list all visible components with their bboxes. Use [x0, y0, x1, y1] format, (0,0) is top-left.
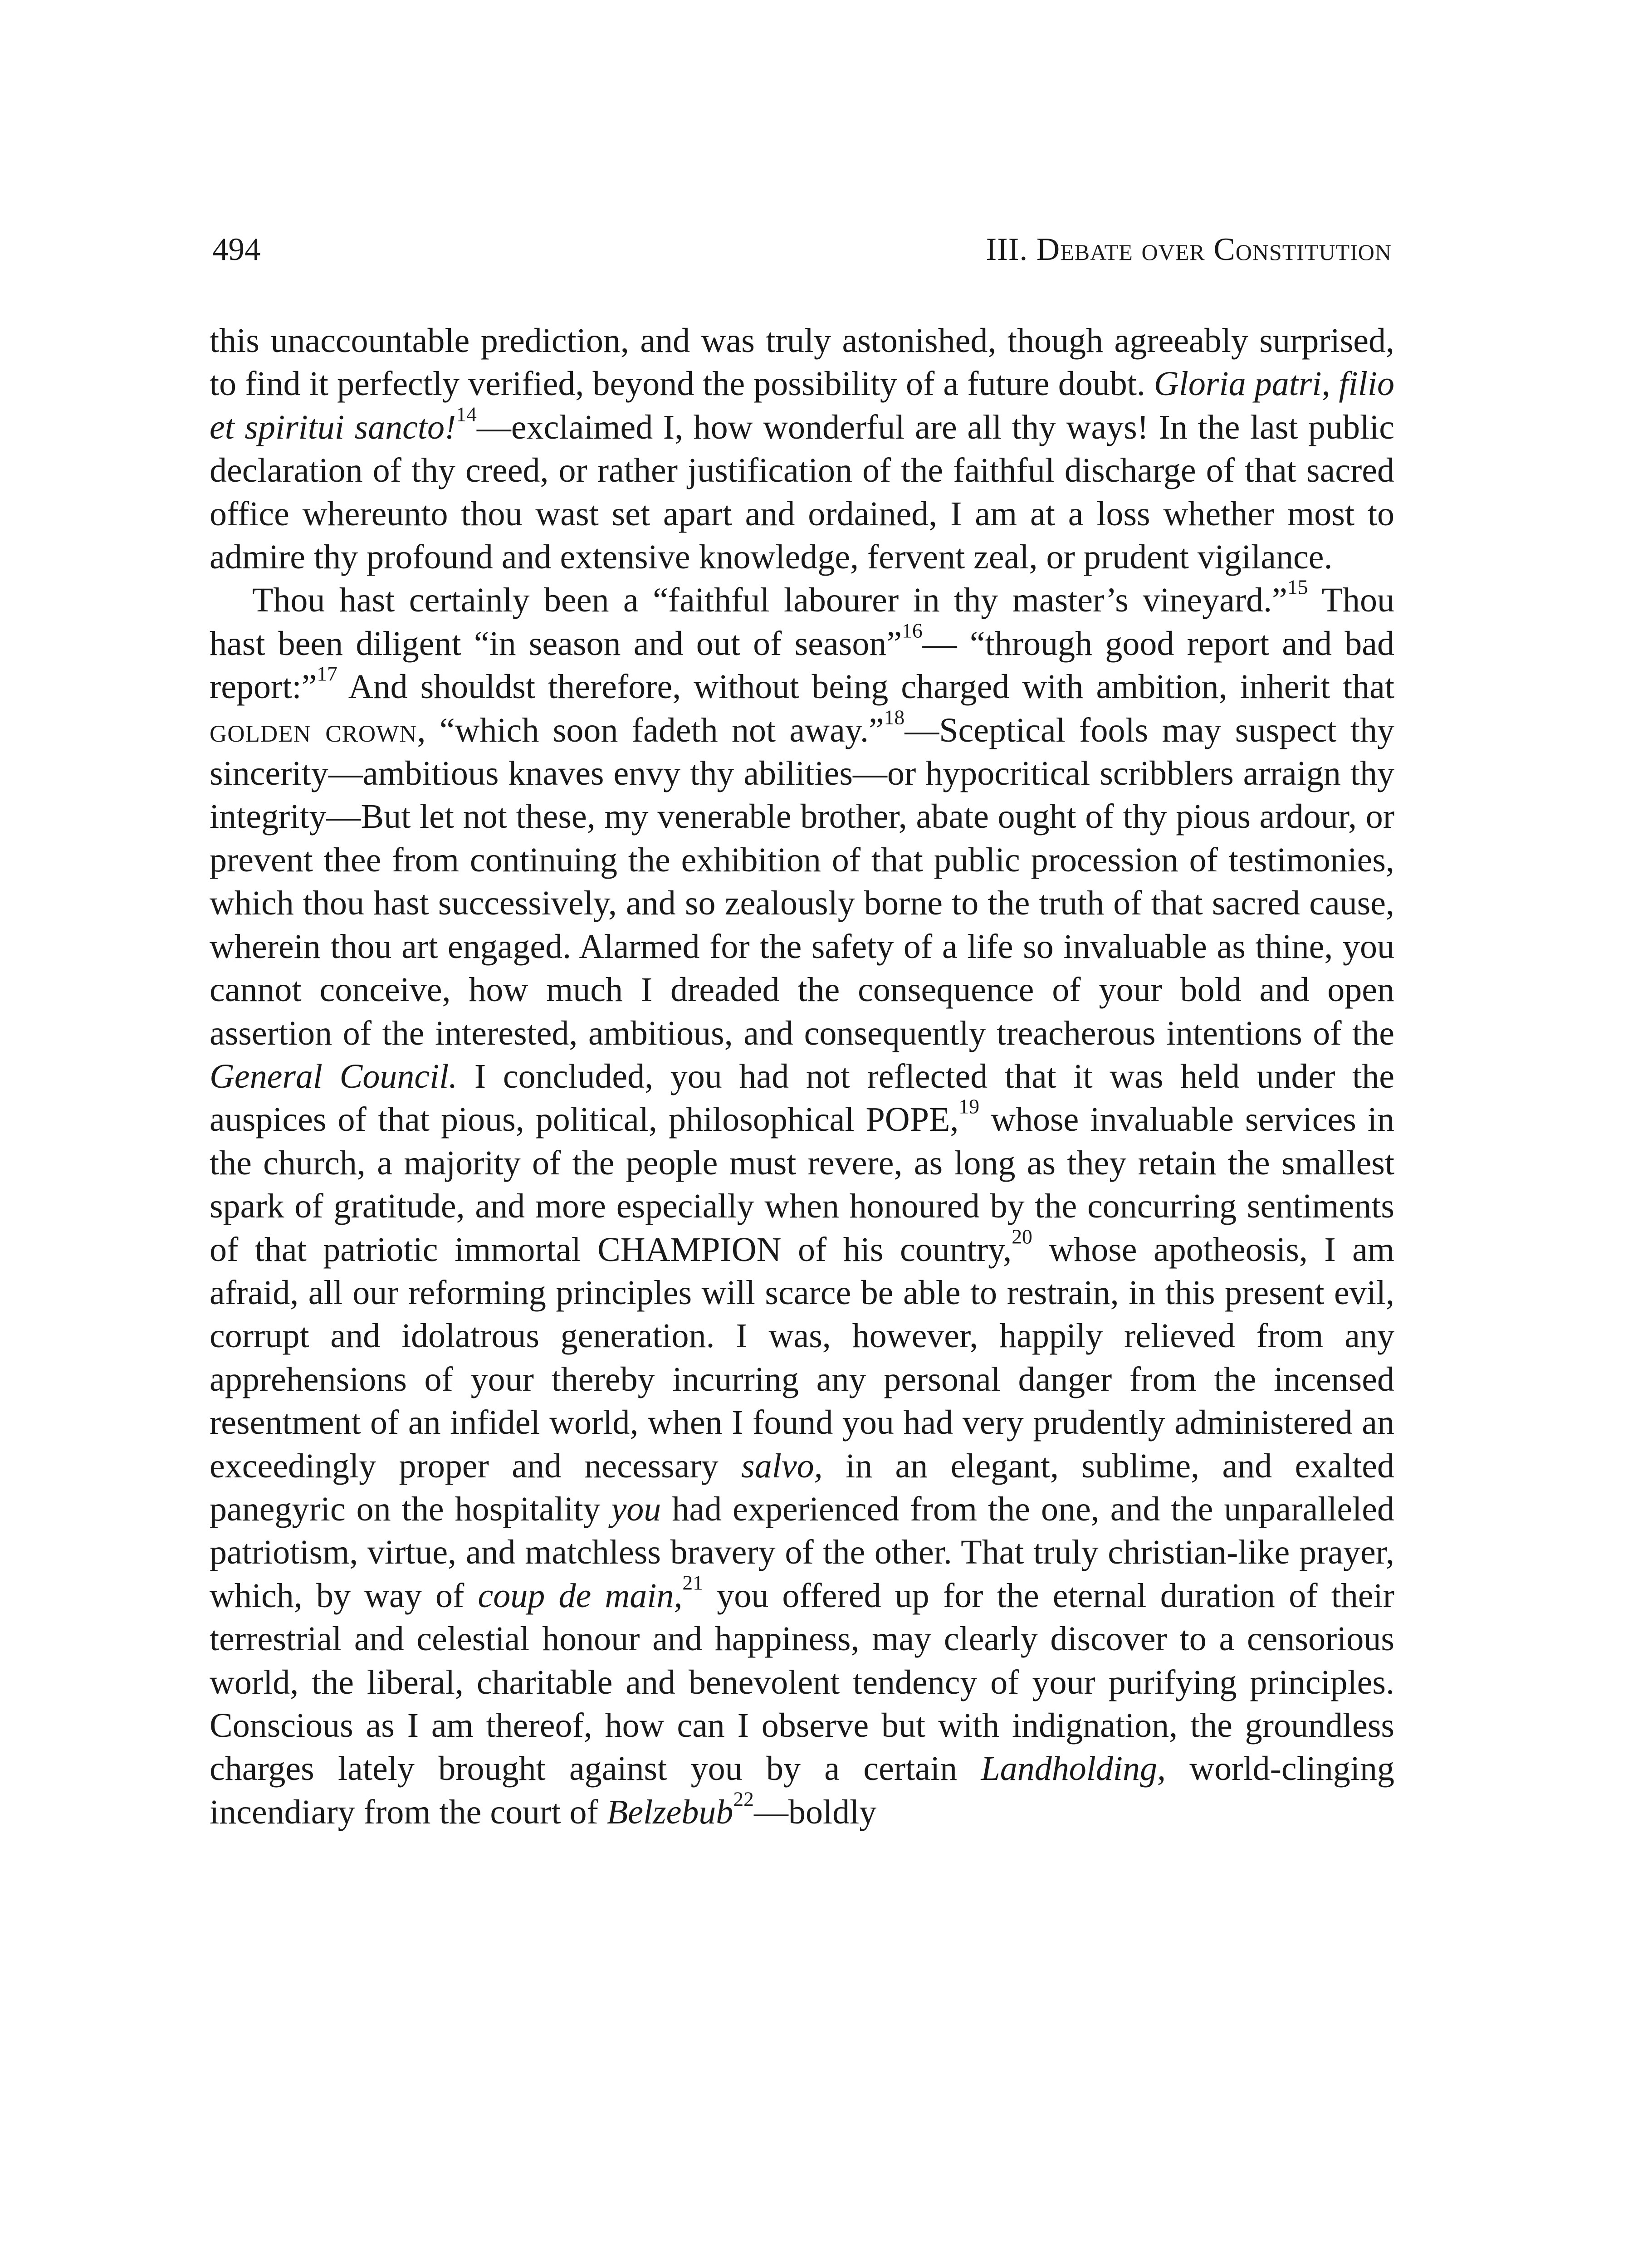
text-span: Thou hast been diligent “in season and out of season” — [210, 581, 1394, 663]
text-span: —Sceptical fools may suspect thy sincerity—ambitious knaves envy thy abilities—or hypocritical scribblers arraign thy integrity—But let not these, my venerable brother, abate ought of thy pious ardour, or prevent thee from continuing the exhibition of that public procession of testimonies, which thou hast successively, and so zealously borne to the truth of that sacred cause, wherein thou art engaged. Alarmed for the safety of a life so invaluable as thine, you cannot conceive, how much I dreaded the consequence of your bold and open assertion of the interested, ambitious, and consequently treacherous intentions of the — [210, 711, 1394, 1052]
text-span: whose apotheosis, I am afraid, all our reforming principles will scarce be able to restrain, in this present evil, corrupt and idolatrous generation. I was, however, happily relieved from any apprehensions of your thereby incurring any personal danger from the incensed resentment of an infidel world, when I found you had very prudently administered an exceedingly proper and necessary — [210, 1230, 1394, 1485]
text-span: Thou hast certainly been a “faithful labourer in thy master’s vineyard.” — [252, 581, 1287, 620]
text-span: —boldly — [753, 1793, 877, 1831]
footnote-ref-19: 19 — [958, 1095, 979, 1118]
text-span: — “through good report and bad report:” — [210, 624, 1394, 706]
text-span: had experienced from the one, and the unparalleled patriotism, virtue, and matchless bravery of the other. That truly christian-like prayer, which, by way of — [210, 1490, 1394, 1615]
belzebub-italic: Belzebub — [606, 1793, 733, 1831]
running-title: III. Debate over Constitution — [986, 232, 1392, 267]
paragraph-2 — [210, 575, 1394, 1834]
salvo-italic: salvo, — [741, 1447, 823, 1485]
text-span: , “which soon fadeth not away.” — [417, 711, 884, 749]
coup-de-main-italic: coup de main, — [478, 1576, 683, 1615]
text-span: And shouldst therefore, without being charged with ambition, inherit that — [337, 668, 1394, 706]
landholding-italic: Landholding, — [981, 1750, 1166, 1788]
running-head — [212, 227, 1392, 272]
text-span: whose invaluable services in the church, a majority of the people must revere, as long as they retain the smallest spark of gratitude, and more especially when honoured by the concurring sentiments of that patriotic immortal CHAMPION of his country, — [210, 1100, 1394, 1269]
text-span: in an elegant, sublime, and exalted panegyric on the hospitality — [210, 1447, 1394, 1528]
text-span: you offered up for the eternal duration of their terrestrial and celestial honour and happiness, may clearly discover to a censorious world, the liberal, charitable and benevolent tendency of your purifying principles. Conscious as I am thereof, how can I observe but with indignation, the groundless charges lately brought against you by a certain — [210, 1576, 1394, 1788]
text-span: this unaccountable prediction, and was truly astonished, though agreeably surprised, to find it perfectly verified, beyond the possibility of a future doubt. — [210, 322, 1394, 403]
latin-phrase: Gloria patri, filio et spiritui sancto! — [210, 365, 1394, 446]
footnote-ref-22: 22 — [733, 1787, 754, 1811]
text-span: I concluded, you had not reflected that it was held under the auspices of that pious, political, philosophical POPE, — [210, 1057, 1394, 1139]
page-number: 494 — [212, 232, 261, 267]
you-italic: you — [611, 1490, 661, 1528]
footnote-ref-21: 21 — [682, 1571, 703, 1594]
footnote-ref-18: 18 — [884, 705, 905, 728]
footnote-ref-20: 20 — [1012, 1224, 1032, 1248]
general-council-italic: General Council. — [210, 1057, 458, 1095]
text-span: world-clinging incendiary from the court of — [210, 1750, 1394, 1831]
golden-crown-smallcaps: golden crown — [210, 711, 417, 749]
body-text — [210, 319, 1394, 1834]
footnote-ref-15: 15 — [1287, 575, 1308, 599]
footnote-ref-14: 14 — [456, 402, 477, 426]
paragraph-1 — [210, 319, 1394, 579]
footnote-ref-16: 16 — [902, 619, 923, 642]
text-span: —exclaimed I, how wonderful are all thy ways! In the last public declaration of thy creed, or rather justification of the faithful discharge of that sacred office whereunto thou wast set apart and ordained, I am at a loss whether most to admire thy profound and extensive knowledge, fervent zeal, or prudent vigilance. — [210, 408, 1394, 577]
footnote-ref-17: 17 — [317, 662, 337, 685]
